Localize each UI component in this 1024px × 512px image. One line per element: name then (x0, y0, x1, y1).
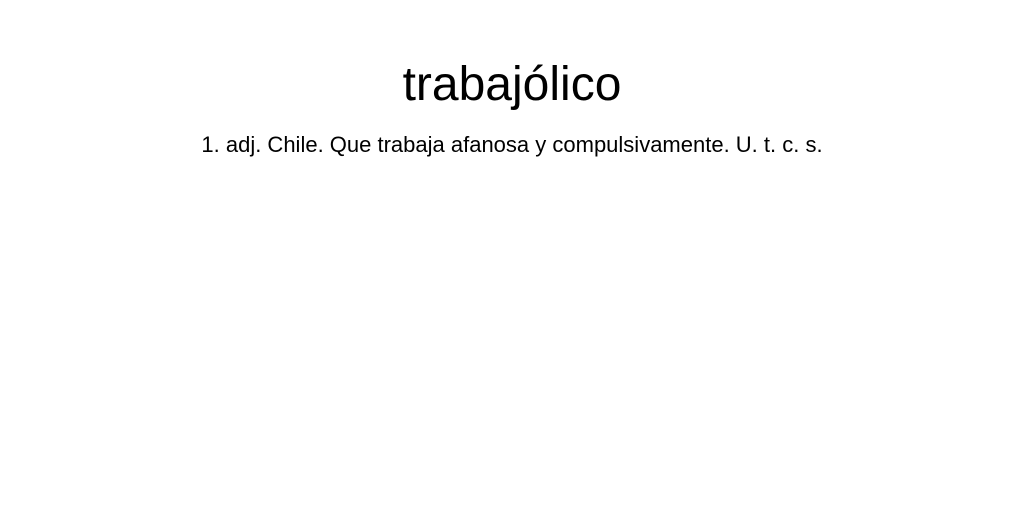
headword: trabajólico (402, 58, 622, 111)
definition-1: 1. adj. Chile. Que trabaja afanosa y compulsivamente. U. t. c. s. (201, 132, 823, 157)
